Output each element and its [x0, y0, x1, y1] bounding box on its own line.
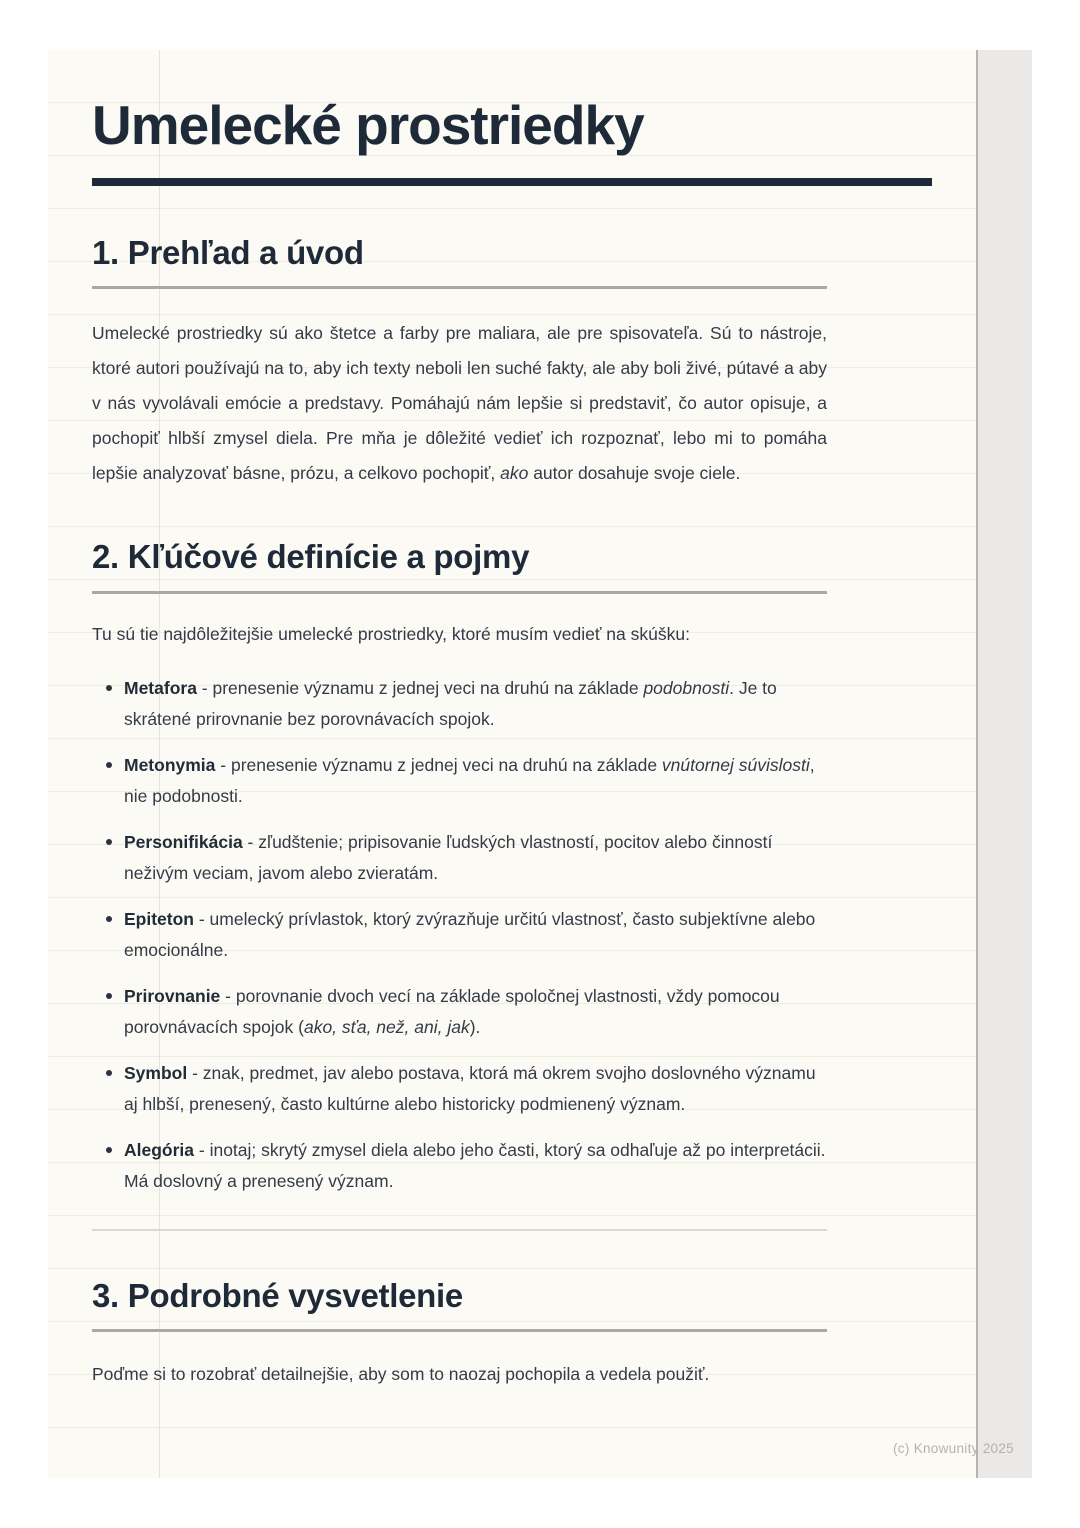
bullet-icon — [106, 839, 112, 845]
watermark: (c) Knowunity 2025 — [893, 1441, 1014, 1456]
bullet-icon — [106, 993, 112, 999]
section-divider-rule — [92, 1229, 827, 1231]
term-label: Personifikácia — [124, 831, 243, 852]
overview-italic: ako — [500, 463, 529, 484]
heading-rule-1 — [92, 286, 827, 289]
term-label: Alegória — [124, 1139, 195, 1160]
term-label: Metonymia — [124, 754, 216, 775]
definition-text: . Je to skrátené prirovnanie bez porovnávacích spojok. — [124, 677, 777, 729]
definition-text: - inotaj; skrytý zmysel diela alebo jeho časti, ktorý sa odhaľuje až po interpretácii. Má doslovný a prenesený význam. — [124, 1139, 826, 1191]
definition-item-metonymia — [92, 750, 827, 812]
document-page — [48, 50, 976, 1478]
definition-text: - umelecký prívlastok, ktorý zvýrazňuje určitú vlastnosť, často subjektívne alebo emocionálne. — [124, 908, 816, 960]
bullet-icon — [106, 1147, 112, 1153]
overview-text-1: Umelecké prostriedky sú ako štetce a farby pre maliara, ale pre spisovateľa. Sú to nástroje, ktoré autori používajú na to, aby ich texty neboli len suché fakty, ale aby boli živé, pútavé a aby v nás vyvolávali emócie a predstavy. Pomáhajú nám lepšie si predstaviť, čo autor opisuje, a pochopiť hlbší zmysel diela. Pre mňa je dôležité vedieť ich rozpoznať, lebo mi to pomáha lepšie analyzovať básne, prózu, a celkovo pochopiť, — [92, 323, 827, 484]
term-label: Metafora — [124, 677, 197, 698]
definition-text: - znak, predmet, jav alebo postava, ktorá má okrem svojho doslovného významu aj hlbší, prenesený, často kultúrne alebo historicky podmienený význam. — [124, 1062, 816, 1114]
bullet-icon — [106, 916, 112, 922]
heading-rule-2 — [92, 591, 827, 594]
definition-italic: vnútornej súvislosti — [661, 754, 810, 775]
section-heading-2: 2. Kľúčové definície a pojmy — [92, 538, 530, 576]
next-page-edge — [976, 50, 1032, 1478]
definition-text: - prenesenie významu z jednej veci na druhú na základe — [215, 754, 662, 775]
definition-text: - zľudštenie; pripisovanie ľudských vlastností, pocitov alebo činností neživým veciam, javom alebo zvieratám. — [124, 831, 773, 883]
section-heading-1: 1. Prehľad a úvod — [92, 234, 364, 271]
document-title: Umelecké prostriedky — [92, 94, 644, 156]
definition-text: - prenesenie významu z jednej veci na druhú na základe — [196, 677, 644, 698]
definition-italic: ako, sťa, než, ani, jak — [303, 1016, 470, 1037]
bullet-icon — [106, 1070, 112, 1076]
term-label: Symbol — [124, 1062, 188, 1083]
definition-item-metafora — [92, 673, 827, 735]
definition-item-prirovnanie — [92, 981, 827, 1043]
definitions-intro: Tu sú tie najdôležitejšie umelecké prostriedky, ktoré musím vedieť na skúšku: — [92, 623, 690, 644]
section-heading-3: 3. Podrobné vysvetlenie — [92, 1276, 463, 1314]
definition-item-alegoria — [92, 1135, 827, 1197]
definition-item-symbol — [92, 1058, 827, 1120]
definition-item-epiteton — [92, 904, 827, 966]
definition-text: ). — [469, 1016, 481, 1037]
bullet-icon — [106, 685, 112, 691]
definitions-list — [92, 673, 827, 1197]
bullet-icon — [106, 762, 112, 768]
definition-text: - porovnanie dvoch vecí na základe spoločnej vlastnosti, vždy pomocou porovnávacích spojok ( — [124, 985, 780, 1037]
heading-rule-3 — [92, 1329, 827, 1332]
definition-item-personifikacia — [92, 827, 827, 889]
title-rule — [92, 178, 932, 186]
overview-paragraph — [92, 316, 827, 491]
definition-text: , nie podobnosti. — [124, 754, 815, 806]
term-label: Prirovnanie — [124, 985, 221, 1006]
term-label: Epiteton — [124, 908, 194, 929]
overview-text-2: autor dosahuje svoje ciele. — [528, 463, 741, 484]
definition-italic: podobnosti — [643, 677, 730, 698]
section3-paragraph: Poďme si to rozobrať detailnejšie, aby som to naozaj pochopila a vedela použiť. — [92, 1363, 710, 1384]
